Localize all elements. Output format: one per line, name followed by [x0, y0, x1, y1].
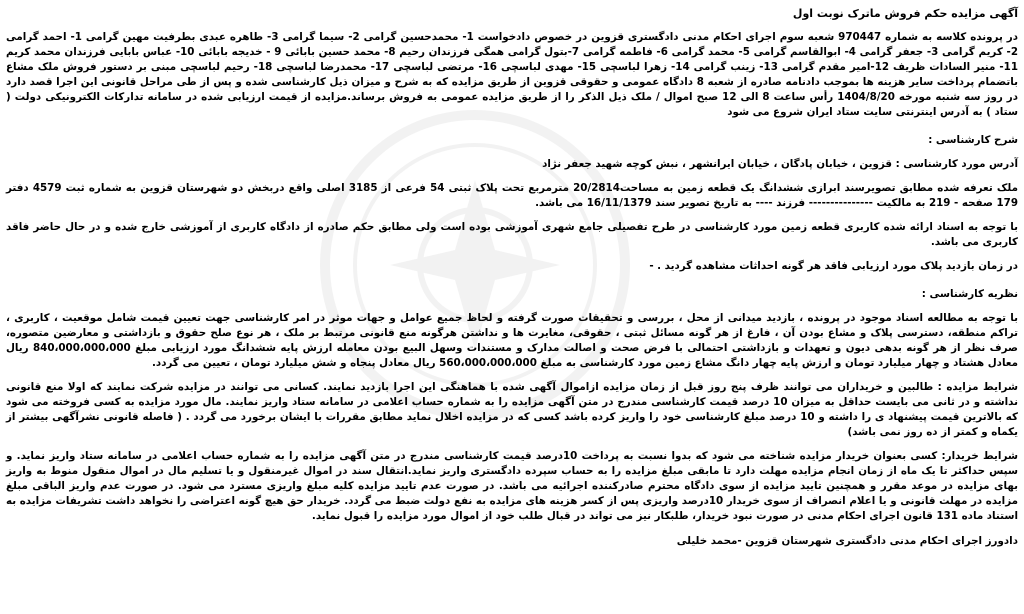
property-description: ملک تعرفه شده مطابق تصویرسند ابرازی ششدانگ یک قطعه زمین به مساحت20/2814 مترمربع تحت پلاک ثبتی 54 فرعی از 3185 اصلی واقع دربخش دو شهرستان قزوین به شماره ثبت 4579 دفتر 179 صفحه - 219 به مالکیت --------------- فرزند ---- به تاریخ تصویر سند 16/11/1379 می باشد.	[6, 182, 1018, 209]
auction-terms-paragraph: شرایط مزایده : طالبین و خریداران می توانند ظرف پنج روز قبل از زمان مزایده ازاموال آگهی شده با هماهنگی این اجرا بازدید نمایند. کسانی می توانند در مزایده شرکت نمایند که اولا منع قانونی نداشته و در ثانی می بایست حداقل به میزان 10 درصد قیمت کارشناسی مندرج در متن آگهی مزایده را به شماره حساب اعلامی در سامانه ستاد واریز نمایند. مال مورد مزایده به کسی فروخته می شود که بالاترین قیمت پیشنهاد ی را داشته و 10 درصد مبلغ کارشناسی خود را واریز کرده باشد کسی که در مزایده اخلال نماید مطابق مقررات با ایشان برخورد می گردد . ( فاصله قانونی نشرآگهی بیشتر از یکماه و کمتر از ده روز نمی باشد)	[6, 381, 1018, 438]
property-address: آدرس مورد کارشناسی : قزوین ، خیابان پادگان ، خیابان ایرانشهر ، نبش کوچه شهید جعفر نژاد	[542, 158, 1018, 170]
notice-title: آگهی مزایده حکم فروش ماترک نوبت اول	[792, 7, 1018, 20]
expertise-heading: شرح کارشناسی :	[928, 134, 1018, 146]
visit-note: در زمان بازدید پلاک مورد ارزیابی فاقد هر گونه احداثات مشاهده گردید . -	[649, 260, 1018, 272]
zoning-paragraph: با توجه به اسناد ارائه شده کاربری قطعه زمین مورد کارشناسی در طرح تفصیلی جامع شهری آموزشی بوده است ولی مطابق حکم صادره از دادگاه کاربری از آموزشی خارج شده و در حال حاضر فاقد کاربری می باشد.	[6, 221, 1018, 248]
expert-opinion-paragraph: با توجه به مطالعه اسناد موجود در پرونده ، بازدید میدانی از محل ، بررسی و تحقیقات صورت گرفته و لحاظ جمیع عوامل و جهات موثر در امر کارشناسی جهت تعیین قیمت شامل موقعیت ، کاربری ، تراکم منطقه، دسترسی پلاک و مشاع بودن آن ، فارغ از هر گونه مسائل ثبتی ، حقوقی، مغایرت ها و نداشتن هرگونه منع قانونی مرتبط بر ملک ، هر نوع صلح حقوق و بازداشتی و معارضین متصوره، صرف نظر از هر گونه بدهی دیون و تعهدات و بازداشتی احتمالی با فرض صحت و اصالت مدارک و مستندات وسهل البیع بودن معامله ارزش پایه ششدانگ مورد ارزیابی مبلغ 840،000،000،000 ریال معادل هشتاد و چهار میلیارد تومان و ارزش پایه چهار دانگ مشاع زمین مورد کارشناسی به مبلغ 560،000،000،000 ریال معادل پنجاه و شش میلیارد تومان ، تعیین می گردد.	[6, 312, 1018, 369]
case-intro-paragraph: در پرونده کلاسه به شماره 970447 شعبه سوم اجرای احکام مدنی دادگستری قزوین در خصوص دادخواست 1- محمدحسین گرامی 2- سیما گرامی 3- طاهره عبدی بطرفیت مهین گرامی 1- احمد گرامی 2- کریم گرامی 3- جعفر گرامی 4- ابوالقاسم گرامی 5- محمد گرامی 6- فاطمه گرامی 7-بتول گرامی همگی فرزندان رحیم 8- محمد حسین بابائی 9 - خدیجه بابائی 10- عباس بابایی فرزندان محمد کریم 11- منیر السادات ظریف 12-امیر مقدم گرامی 13- زینب گرامی 14- زهرا لباسچی 15- مهدی لباسچی 16- مرتضی لباسچی 17- محمدرضا لباسچی 18- رحیم لباسچی مبنی بر دستور فروش ملک مشاع باتضمام پرداخت سایر هزینه ها بموجب دادنامه صادره از شعبه 8 دادگاه عمومی و حقوقی قزوین از طریق مزایده که به شرح و میزان ذیل کارشناسی شده و پس از طی مراحل قانونی این اجرا قصد دارد در روز سه شنبه مورخه 1404/8/20 رأس ساعت 8 الی 12 صبح اموال / ملک ذیل الذکر را از طریق مزایده عمومی به فروش برساند.مزایده از قیمت ارزیابی شده در سامانه تدارکات الکترونیکی دولت ( ستاد ) به آدرس اینترنتی سایت ستاد ایران شروع می شود	[6, 31, 1018, 118]
notice-content	[6, 6, 1018, 549]
opinion-heading: نظریه کارشناسی :	[921, 288, 1018, 300]
buyer-terms-paragraph: شرایط خریدار: کسی بعنوان خریدار مزایده شناخته می شود که بدوا نسبت به پرداخت 10درصد قیمت کارشناسی مندرج در متن آگهی مزایده را به شماره حساب اعلامی در سامانه ستاد واریز نماید. و سپس حداکثر تا یک ماه از زمان انجام مزایده مهلت دارد تا مابقی مبلغ مزایده را به حساب سپرده دادگستری واریز نماید.انتقال سند در اموال غیرمنقول و یا تسلیم مال در اموال منقول منوط به واریز بهای مزایده در موعد مقرر و همچنین تایید مزایده از سوی دادگاه محترم صادرکننده اجرائیه می باشد. در صورت عدم تایید مزایده کلیه مبلغ واریزی مسترد می شود. در صورت عدم واریز الباقی مبلغ مزایده در مهلت قانونی و یا اعلام انصراف از سوی خریدار 10درصد واریزی پس از کسر هزینه های مزایده به نفع دولت ضبط می گردد. خریدار حق هیچ گونه اعتراضی را نخواهد داشت تشریفات مزایده به استناد ماده 131 قانون اجرای احکام مدنی در صورت نبود خریدار، طلبکار نیز می تواند در قبال طلب خود از اموال مورد مزایده را قبول نماید.	[6, 450, 1018, 522]
signature-line: دادورز اجرای احکام مدنی دادگستری شهرستان قزوین -محمد خلیلی	[676, 535, 1018, 547]
